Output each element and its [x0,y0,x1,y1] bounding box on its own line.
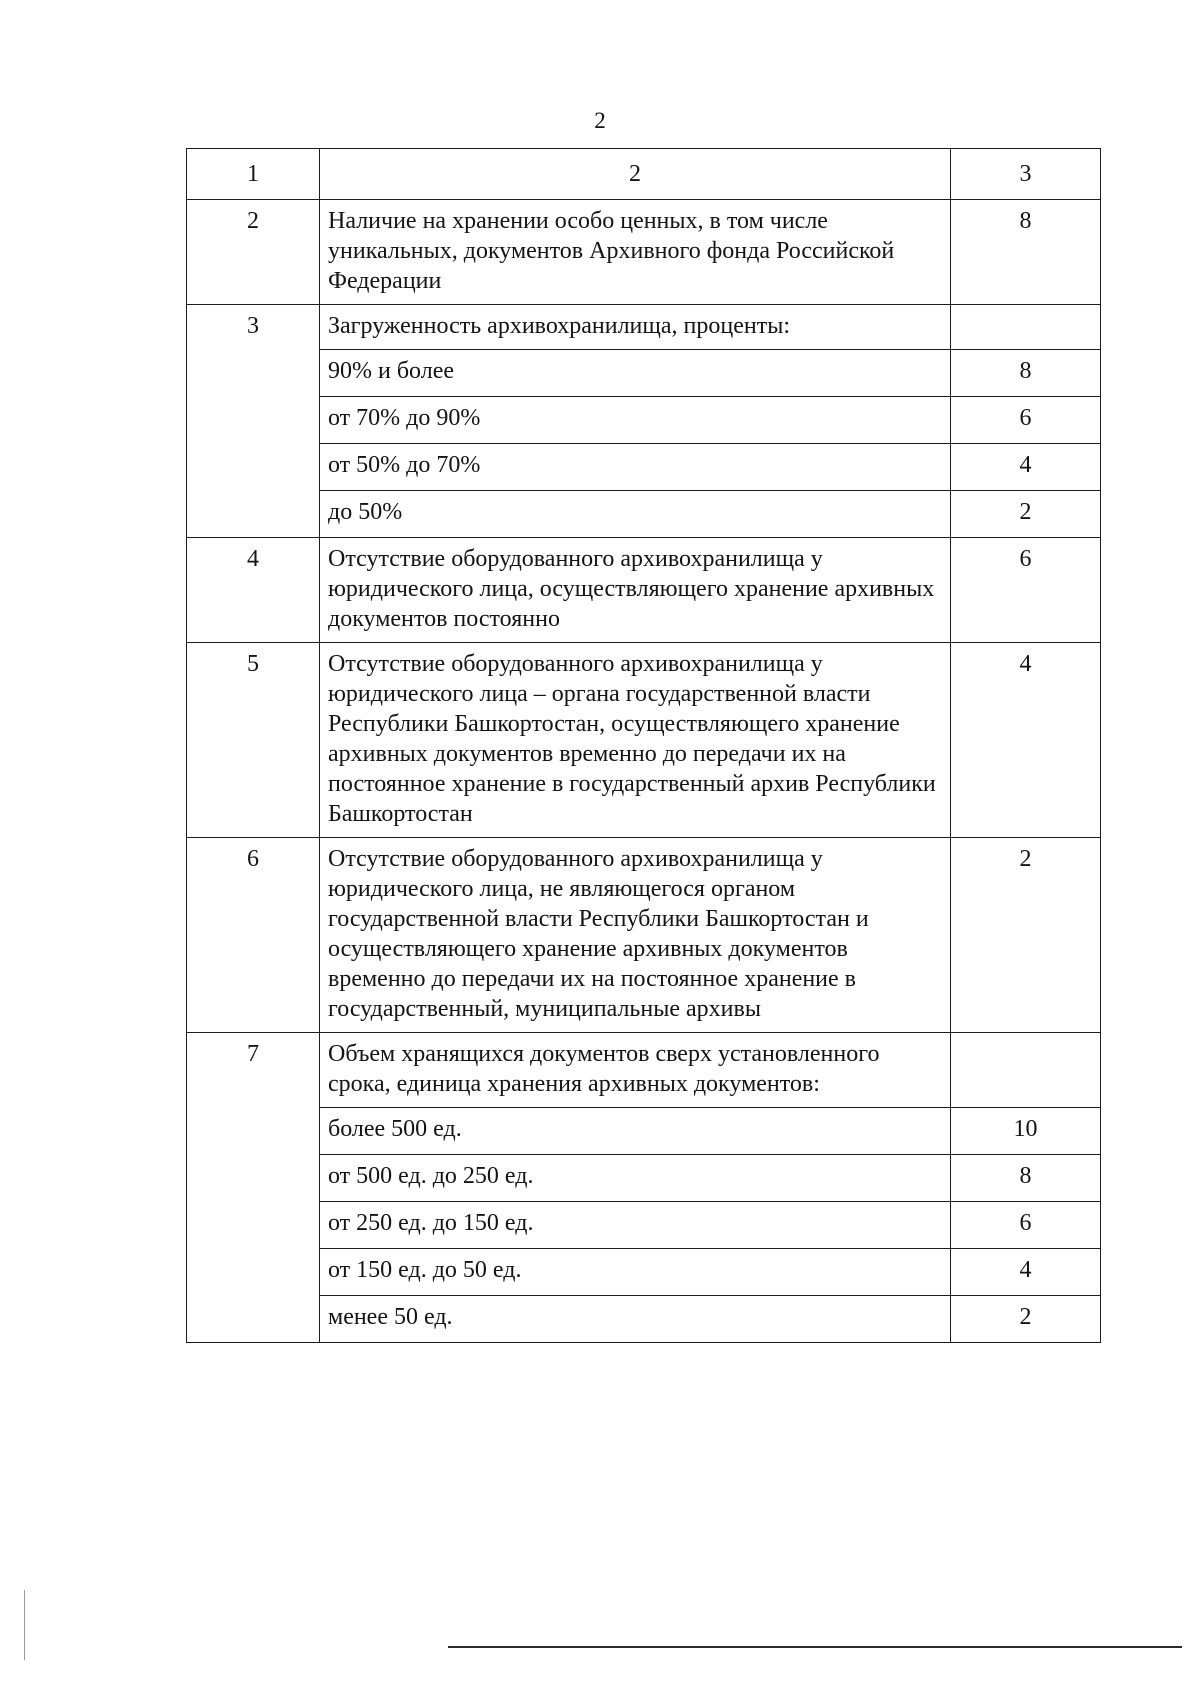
table-subrow [187,350,1101,397]
subrow-score: 6 [951,397,1101,444]
subrow-description: от 500 ед. до 250 ед. [320,1155,951,1202]
header-cell-1: 1 [187,149,320,200]
table-row [187,305,1101,350]
row-number: 5 [187,643,320,838]
table-subrow [187,1202,1101,1249]
row-description: Отсутствие оборудованного архивохранилища у юридического лица, не являющегося органом государственной власти Республики Башкортостан и осуществляющего хранение архивных документов временно до передачи их на постоянное хранение в государственный, муниципальные архивы [320,838,951,1033]
row-number: 6 [187,838,320,1033]
subrow-description: от 150 ед. до 50 ед. [320,1249,951,1296]
table-row [187,1033,1101,1108]
bottom-rule-line [448,1646,1182,1648]
subrow-score: 8 [951,1155,1101,1202]
row-score [951,305,1101,350]
table-subrow [187,491,1101,538]
subrow-description: от 250 ед. до 150 ед. [320,1202,951,1249]
subrow-description: от 70% до 90% [320,397,951,444]
subrow-score: 2 [951,1296,1101,1343]
row-score: 8 [951,200,1101,305]
subrow-description: от 50% до 70% [320,444,951,491]
row-number: 3 [187,305,320,538]
table-row [187,200,1101,305]
row-description: Загруженность архивохранилища, проценты: [320,305,951,350]
table-subrow [187,1108,1101,1155]
row-description: Отсутствие оборудованного архивохранилища у юридического лица, осуществляющего хранение архивных документов постоянно [320,538,951,643]
row-description: Объем хранящихся документов сверх установленного срока, единица хранения архивных документов: [320,1033,951,1108]
subrow-description: до 50% [320,491,951,538]
table-subrow [187,1155,1101,1202]
subrow-score: 4 [951,444,1101,491]
table-row [187,538,1101,643]
table-row [187,643,1101,838]
subrow-score: 4 [951,1249,1101,1296]
table-row [187,838,1101,1033]
subrow-description: менее 50 ед. [320,1296,951,1343]
scan-edge-mark [24,1590,25,1660]
table-header-row [187,149,1101,200]
table-subrow [187,397,1101,444]
row-score: 4 [951,643,1101,838]
criteria-table [186,148,1101,1343]
subrow-score: 2 [951,491,1101,538]
page-number: 2 [594,108,606,133]
subrow-score: 6 [951,1202,1101,1249]
row-score: 6 [951,538,1101,643]
row-description: Отсутствие оборудованного архивохранилища у юридического лица – органа государственной власти Республики Башкортостан, осуществляющего хранение архивных документов временно до передачи их на постоянное хранение в государственный архив Республики Башкортостан [320,643,951,838]
row-number: 4 [187,538,320,643]
row-score: 2 [951,838,1101,1033]
subrow-score: 8 [951,350,1101,397]
row-description: Наличие на хранении особо ценных, в том числе уникальных, документов Архивного фонда Российской Федерации [320,200,951,305]
row-number: 2 [187,200,320,305]
table-subrow [187,1249,1101,1296]
table-subrow [187,444,1101,491]
subrow-description: более 500 ед. [320,1108,951,1155]
row-score [951,1033,1101,1108]
subrow-score: 10 [951,1108,1101,1155]
table-subrow [187,1296,1101,1343]
row-number: 7 [187,1033,320,1343]
subrow-description: 90% и более [320,350,951,397]
header-cell-3: 3 [951,149,1101,200]
header-cell-2: 2 [320,149,951,200]
